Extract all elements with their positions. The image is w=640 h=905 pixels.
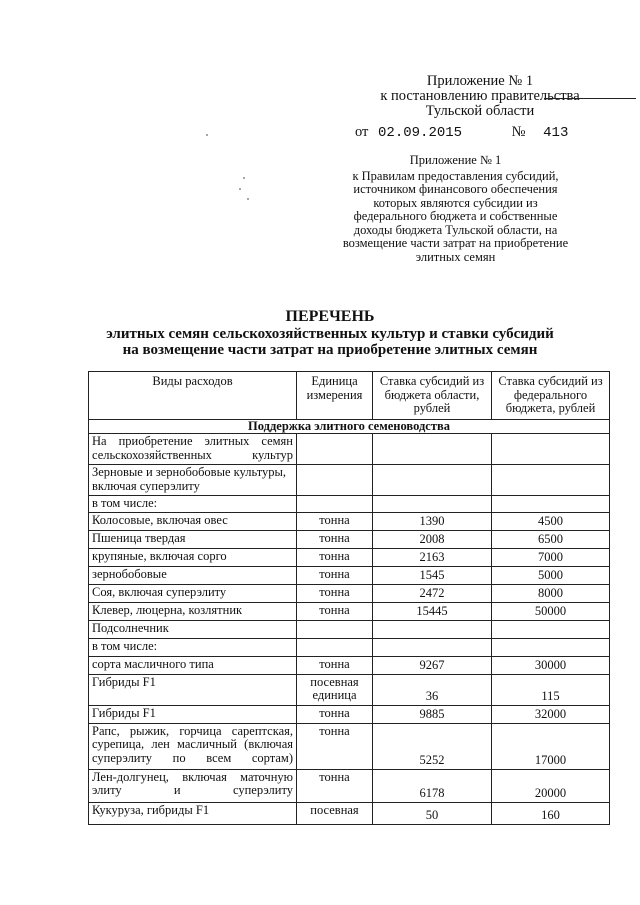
table-row (89, 530, 610, 548)
row-unit-cell: тонна (297, 656, 373, 674)
row-unit-cell: тонна (297, 530, 373, 548)
rules-line: доходы бюджета Тульской области, на (353, 222, 558, 237)
rules-line: которых являются субсидии из (373, 195, 538, 210)
row-regional-rate-cell: 2008 (373, 530, 492, 548)
row-regional-rate-cell: 36 (373, 674, 492, 705)
row-name-cell: Кукуруза, гибриды F1 (89, 802, 297, 824)
row-federal-rate-cell: 5000 (492, 566, 610, 584)
table-row (89, 638, 610, 656)
header-unit: Единица измерения (297, 372, 373, 420)
table-row (89, 769, 610, 802)
table-row (89, 656, 610, 674)
row-unit-cell: тонна (297, 584, 373, 602)
table-row (89, 705, 610, 723)
table-row (89, 723, 610, 769)
row-name-cell: Пшеница твердая (89, 530, 297, 548)
row-unit-cell: посевная (297, 802, 373, 824)
decree-date: 02.09.2015 (378, 125, 463, 141)
row-unit-cell: тонна (297, 566, 373, 584)
table-body (89, 419, 610, 824)
row-unit-cell (297, 465, 373, 496)
table-row (89, 434, 610, 465)
decree-reference (355, 124, 615, 141)
table-row (89, 512, 610, 530)
header-expense-type: Виды расходов (89, 372, 297, 420)
row-unit-cell: тонна (297, 602, 373, 620)
row-name-cell: сорта масличного типа (89, 656, 297, 674)
row-regional-rate-cell: 6178 (373, 769, 492, 802)
rules-line: федерального бюджета и собственные (353, 209, 558, 223)
row-name-cell: Зерновые и зернобобовые культуры, включая суперэлиту (89, 465, 297, 496)
row-regional-rate-cell (373, 496, 492, 513)
row-regional-rate-cell: 9267 (373, 656, 492, 674)
number-label: № (511, 124, 526, 140)
row-unit-cell (297, 496, 373, 513)
row-regional-rate-cell (373, 638, 492, 656)
row-regional-rate-cell (373, 434, 492, 465)
table-row (89, 566, 610, 584)
row-federal-rate-cell: 8000 (492, 584, 610, 602)
rules-appendix (338, 154, 573, 264)
row-regional-rate-cell: 9885 (373, 705, 492, 723)
row-name-cell: Клевер, люцерна, козлятник (89, 602, 297, 620)
rules-line: возмещение части затрат на приобретение (342, 236, 569, 250)
row-unit-cell (297, 638, 373, 656)
document-title (70, 309, 590, 359)
row-unit-cell: тонна (297, 512, 373, 530)
title-subline: элитных семян сельскохозяйственных культур и ставки субсидий (106, 325, 554, 342)
row-name-cell: На приобретение элитных семян сельскохозяйственных культур (89, 434, 297, 465)
title-main: ПЕРЕЧЕНЬ (285, 308, 375, 325)
rules-appendix-text (338, 170, 573, 265)
row-federal-rate-cell (492, 620, 610, 638)
row-name-cell: Колосовые, включая овес (89, 512, 297, 530)
row-regional-rate-cell (373, 620, 492, 638)
from-label: от (355, 124, 369, 140)
section-row (89, 419, 610, 434)
row-federal-rate-cell (492, 434, 610, 465)
row-regional-rate-cell: 2472 (373, 584, 492, 602)
row-federal-rate-cell: 160 (492, 802, 610, 824)
scan-speck (239, 188, 241, 190)
row-name-cell: Рапс, рыжик, горчица сарептская, сурепица, лен масличный (включая суперэлиту по всем сортам) (89, 723, 297, 769)
table-row (89, 802, 610, 824)
row-unit-cell (297, 434, 373, 465)
appendix-header (330, 74, 630, 119)
scan-speck (247, 198, 249, 200)
rules-line: источником финансового обеспечения (353, 182, 558, 196)
row-unit-cell: тонна (297, 769, 373, 802)
row-federal-rate-cell: 115 (492, 674, 610, 705)
row-name-cell: Подсолнечник (89, 620, 297, 638)
row-unit-cell (297, 620, 373, 638)
scan-speck (243, 177, 245, 179)
section-title: Поддержка элитного семеноводства (89, 419, 610, 434)
row-unit-cell: тонна (297, 705, 373, 723)
row-regional-rate-cell: 2163 (373, 548, 492, 566)
row-unit-cell: тонна (297, 548, 373, 566)
row-federal-rate-cell: 17000 (492, 723, 610, 769)
title-subline: на возмещение части затрат на приобретение элитных семян (122, 342, 538, 358)
row-unit-cell: тонна (297, 723, 373, 769)
decree-number: 413 (543, 125, 569, 141)
table-row (89, 465, 610, 496)
row-name-cell: Гибриды F1 (89, 705, 297, 723)
table-row (89, 620, 610, 638)
table-row (89, 548, 610, 566)
rules-line: элитных семян (415, 249, 496, 264)
row-federal-rate-cell: 20000 (492, 769, 610, 802)
row-federal-rate-cell (492, 496, 610, 513)
row-regional-rate-cell (373, 465, 492, 496)
row-federal-rate-cell: 50000 (492, 602, 610, 620)
scan-speck (206, 134, 208, 136)
row-name-cell: Гибриды F1 (89, 674, 297, 705)
row-regional-rate-cell: 50 (373, 802, 492, 824)
appendix-decree-line: к постановлению правительства (330, 89, 630, 104)
row-federal-rate-cell: 7000 (492, 548, 610, 566)
row-federal-rate-cell (492, 638, 610, 656)
subsidy-table (88, 371, 610, 825)
appendix-title: Приложение № 1 (426, 73, 534, 89)
row-federal-rate-cell (492, 465, 610, 496)
rules-appendix-title: Приложение № 1 (409, 153, 502, 167)
row-name-cell: зернобобовые (89, 566, 297, 584)
header-regional-rate: Ставка субсидий из бюджета области, рублей (373, 372, 492, 420)
table-row (89, 584, 610, 602)
row-federal-rate-cell: 4500 (492, 512, 610, 530)
table-row (89, 496, 610, 513)
row-name-cell: Соя, включая суперэлиту (89, 584, 297, 602)
table-row (89, 602, 610, 620)
table-header-row (89, 372, 610, 420)
row-name-cell: в том числе: (89, 638, 297, 656)
row-federal-rate-cell: 30000 (492, 656, 610, 674)
rules-line: к Правилам предоставления субсидий, (352, 168, 559, 183)
row-regional-rate-cell: 15445 (373, 602, 492, 620)
row-federal-rate-cell: 32000 (492, 705, 610, 723)
row-name-cell: в том числе: (89, 496, 297, 513)
row-regional-rate-cell: 1545 (373, 566, 492, 584)
row-name-cell: Лен-долгунец, включая маточную элиту и суперэлиту (89, 769, 297, 802)
row-regional-rate-cell: 5252 (373, 723, 492, 769)
row-regional-rate-cell: 1390 (373, 512, 492, 530)
header-federal-rate: Ставка субсидий из федерального бюджета, рублей (492, 372, 610, 420)
row-federal-rate-cell: 6500 (492, 530, 610, 548)
row-unit-cell: посевная единица (297, 674, 373, 705)
table-row (89, 674, 610, 705)
appendix-region-line: Тульской области (425, 103, 535, 119)
row-name-cell: крупяные, включая сорго (89, 548, 297, 566)
